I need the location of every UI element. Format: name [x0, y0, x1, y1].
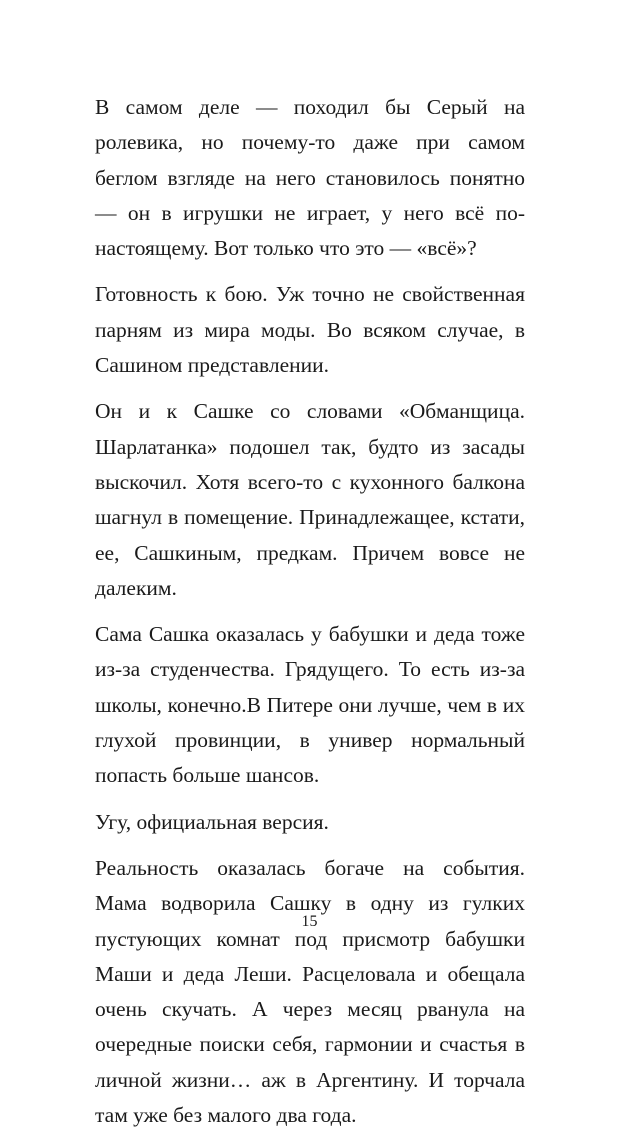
body-text [95, 90, 525, 1133]
page-number: 15 [301, 913, 318, 930]
paragraph-5: Угу, официальная версия. [95, 809, 329, 834]
paragraph-1: В самом деле — походил бы Серый на ролевика, но почему-то даже при самом беглом взгляде на него становилось понятно — он в игрушки не играет, у него всё по-настоящему. Вот только что это — «всё»? [95, 95, 525, 261]
paragraph-3: Он и к Сашке со словами «Обманщица. Шарлатанка» подошел так, будто из засады выскочил. Хотя всего-то с кухонного балкона шагнул в помещение. Принадлежащее, кстати, ее, Сашкиным, предкам. Причем вовсе не далеким. [95, 399, 525, 600]
paragraph-2: Готовность к бою. Уж точно не свойственная парням из мира моды. Во всяком случае, в Сашином представлении. [95, 282, 525, 378]
paragraph-6: Реальность оказалась богаче на события. Мама водворила Сашку в одну из гулких пустующих комнат под присмотр бабушки Маши и деда Леши. Расцеловала и обещала очень скучать. А через месяц рванула на очередные поиски себя, гармонии и счастья в личной жизни… аж в Аргентину. И торчала там уже без малого два года. [95, 855, 525, 1128]
paragraph-4: Сама Сашка оказалась у бабушки и деда тоже из-за студенчества. Грядущего. То есть из-за школы, конечно.В Питере они лучше, чем в их глухой провинции, в универ нормальный попасть больше шансов. [95, 622, 525, 788]
